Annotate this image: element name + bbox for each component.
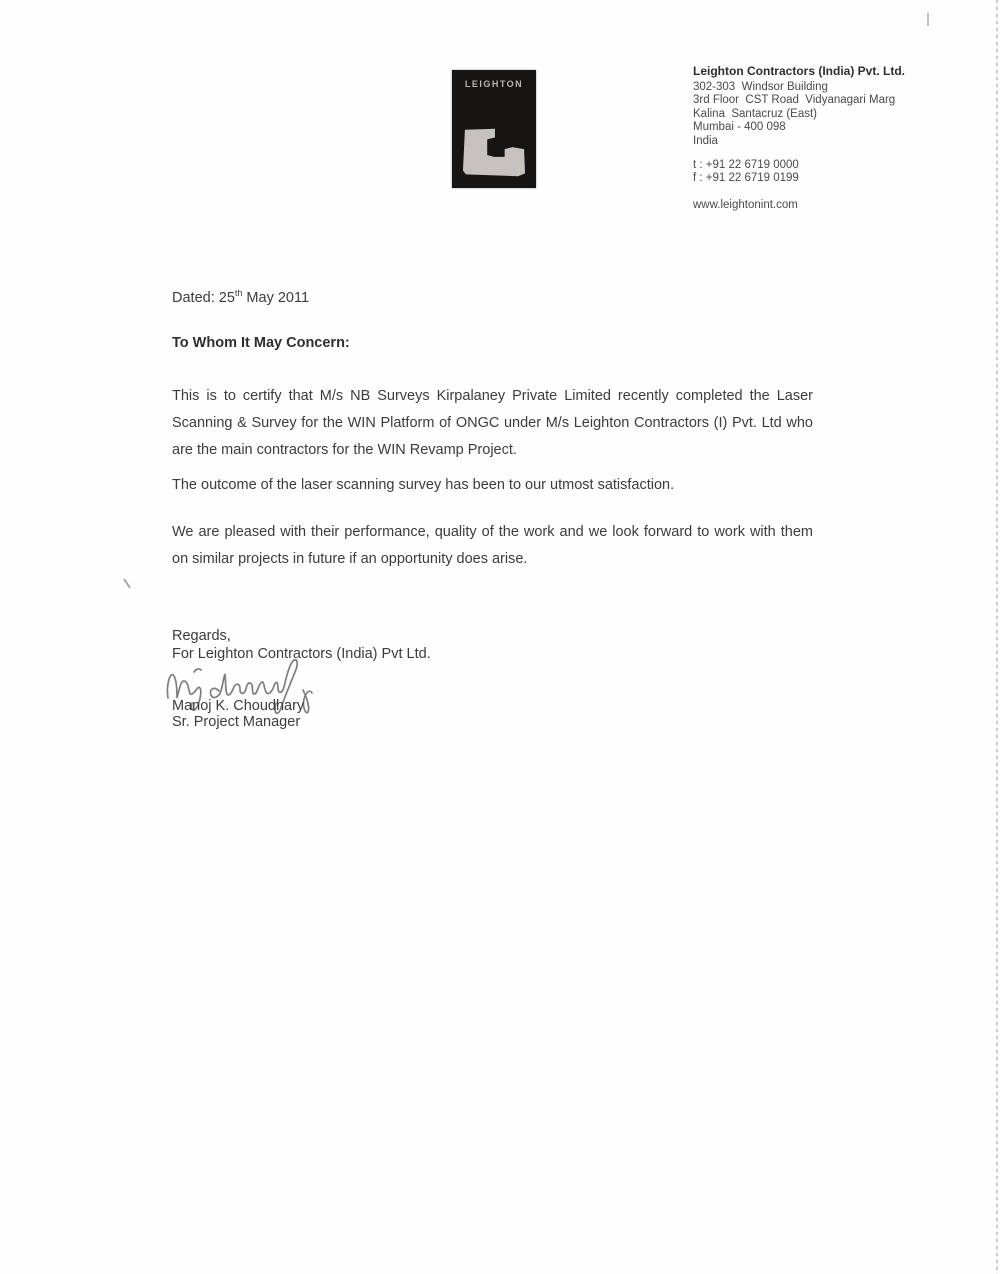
letter-salutation: To Whom It May Concern:	[172, 335, 350, 351]
leighton-logo-wordmark: LEIGHTON	[464, 79, 524, 89]
signatory-name: Manoj K. Choudhary	[172, 698, 305, 714]
company-address-line: 3rd Floor CST Road Vidyanagari Marg	[693, 94, 896, 107]
company-contact-block	[693, 64, 905, 212]
company-website: www.leightonint.com	[693, 198, 798, 211]
pen-tick-mark	[123, 578, 131, 588]
letter-paragraph: This is to certify that M/s NB Surveys Kirpalaney Private Limited recently completed the Laser Scanning & Survey for the WIN Platform of ONGC under M/s Leighton Contractors (I) Pvt. Ltd who are the main contractors for the WIN Revamp Project.	[172, 388, 813, 458]
letter-date: Dated: 25th May 2011	[172, 288, 310, 306]
closing-regards: Regards,	[172, 628, 231, 644]
scan-speck	[927, 13, 929, 26]
company-address-line: 302-303 Windsor Building	[693, 81, 828, 93]
company-name: Leighton Contractors (India) Pvt. Ltd.	[693, 64, 905, 78]
leighton-l-icon	[462, 128, 526, 178]
signatory-title: Sr. Project Manager	[172, 714, 301, 730]
company-fax: f : +91 22 6719 0199	[693, 172, 799, 185]
closing-company: For Leighton Contractors (India) Pvt Ltd.	[172, 645, 431, 662]
letter-paragraph: We are pleased with their performance, quality of the work and we look forward to work with them on similar projects in future if an opportunity does arise.	[172, 524, 813, 567]
letter-paragraph: The outcome of the laser scanning survey has been to our utmost satisfaction.	[172, 477, 675, 493]
leighton-logo	[452, 70, 536, 188]
company-phone: t : +91 22 6719 0000	[693, 159, 799, 172]
company-address-line: Mumbai - 400 098	[693, 121, 786, 134]
company-address-line: India	[693, 134, 718, 147]
company-address-line: Kalina Santacruz (East)	[693, 107, 818, 120]
scanner-artifact-line	[996, 0, 998, 1274]
